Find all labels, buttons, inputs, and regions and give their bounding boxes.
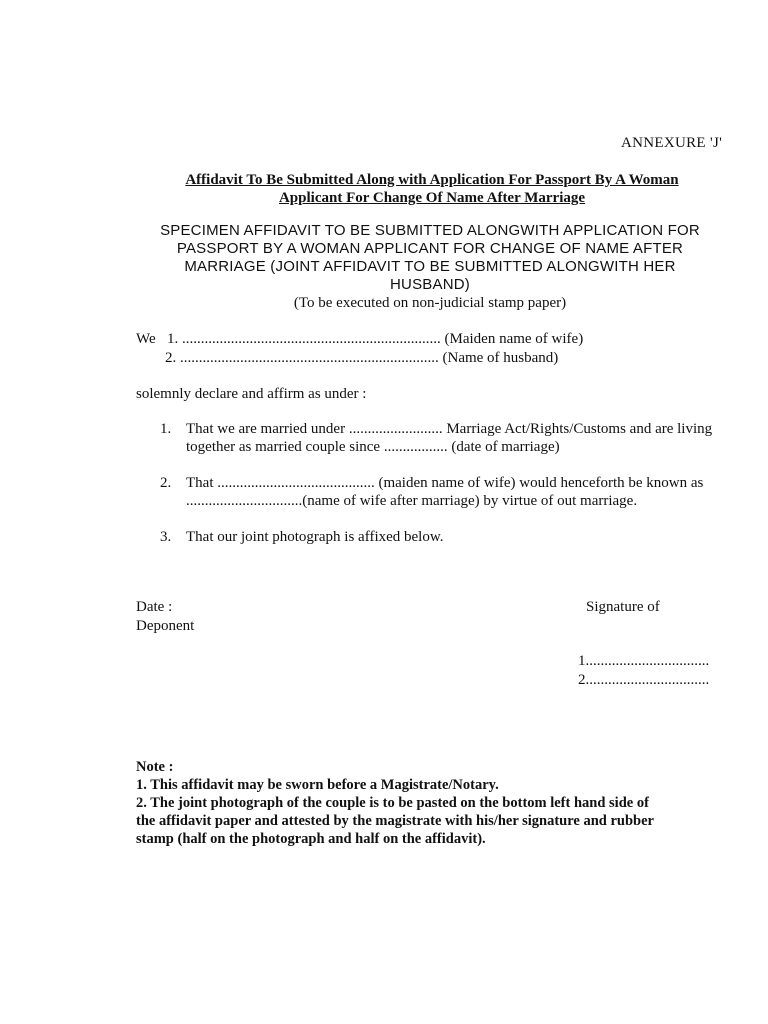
wife-name-line: 1. ..................................................................... (Maiden name of wife) — [167, 331, 584, 347]
declaration-number: 1. — [160, 421, 172, 437]
declaration-text: That .......................................... (maiden name of wife) would henceforth be known as ...............................(name of wife after marriage) by virtue of out marriage. — [186, 475, 704, 509]
deponent-label: Deponent — [136, 618, 195, 634]
annexure-label: ANNEXURE 'J' — [621, 135, 723, 151]
specimen-line-1: SPECIMEN AFFIDAVIT TO BE SUBMITTED ALONGWITH APPLICATION FOR — [160, 222, 700, 239]
declaration-number: 2. — [160, 475, 172, 491]
specimen-line-4: HUSBAND) — [390, 276, 470, 293]
signature-line-1: 1................................. — [578, 653, 710, 669]
specimen-heading — [128, 222, 732, 294]
note-heading: Note : — [136, 759, 174, 775]
husband-name-line: 2. ..................................................................... (Name of husband) — [165, 350, 559, 366]
title-line-2: Applicant For Change Of Name After Marriage — [278, 190, 586, 206]
date-label: Date : — [136, 599, 173, 615]
specimen-line-3: MARRIAGE (JOINT AFFIDAVIT TO BE SUBMITTED ALONGWITH HER — [184, 258, 676, 275]
we-label: We — [136, 331, 156, 347]
title-line-1: Affidavit To Be Submitted Along with Application For Passport By A Woman — [185, 172, 679, 188]
specimen-subtitle: (To be executed on non-judicial stamp paper) — [293, 295, 567, 311]
note-line-4: stamp (half on the photograph and half on the affidavit). — [136, 831, 486, 847]
declaration-intro: solemnly declare and affirm as under : — [136, 386, 367, 402]
declaration-number: 3. — [160, 529, 172, 545]
declaration-text: That our joint photograph is affixed below. — [186, 529, 444, 545]
note-line-3: the affidavit paper and attested by the magistrate with his/her signature and rubber — [136, 813, 654, 829]
note-line-1: 1. This affidavit may be sworn before a Magistrate/Notary. — [136, 777, 499, 793]
declaration-text: That we are married under ......................... Marriage Act/Rights/Customs and are living together as married couple since ................. (date of marriage) — [186, 421, 713, 455]
note-section — [136, 758, 736, 848]
signature-of-label: Signature of — [586, 599, 660, 615]
note-line-2: 2. The joint photograph of the couple is to be pasted on the bottom left hand side of — [136, 795, 649, 811]
signature-line-2: 2................................. — [578, 672, 710, 688]
specimen-line-2: PASSPORT BY A WOMAN APPLICANT FOR CHANGE OF NAME AFTER — [176, 240, 684, 257]
